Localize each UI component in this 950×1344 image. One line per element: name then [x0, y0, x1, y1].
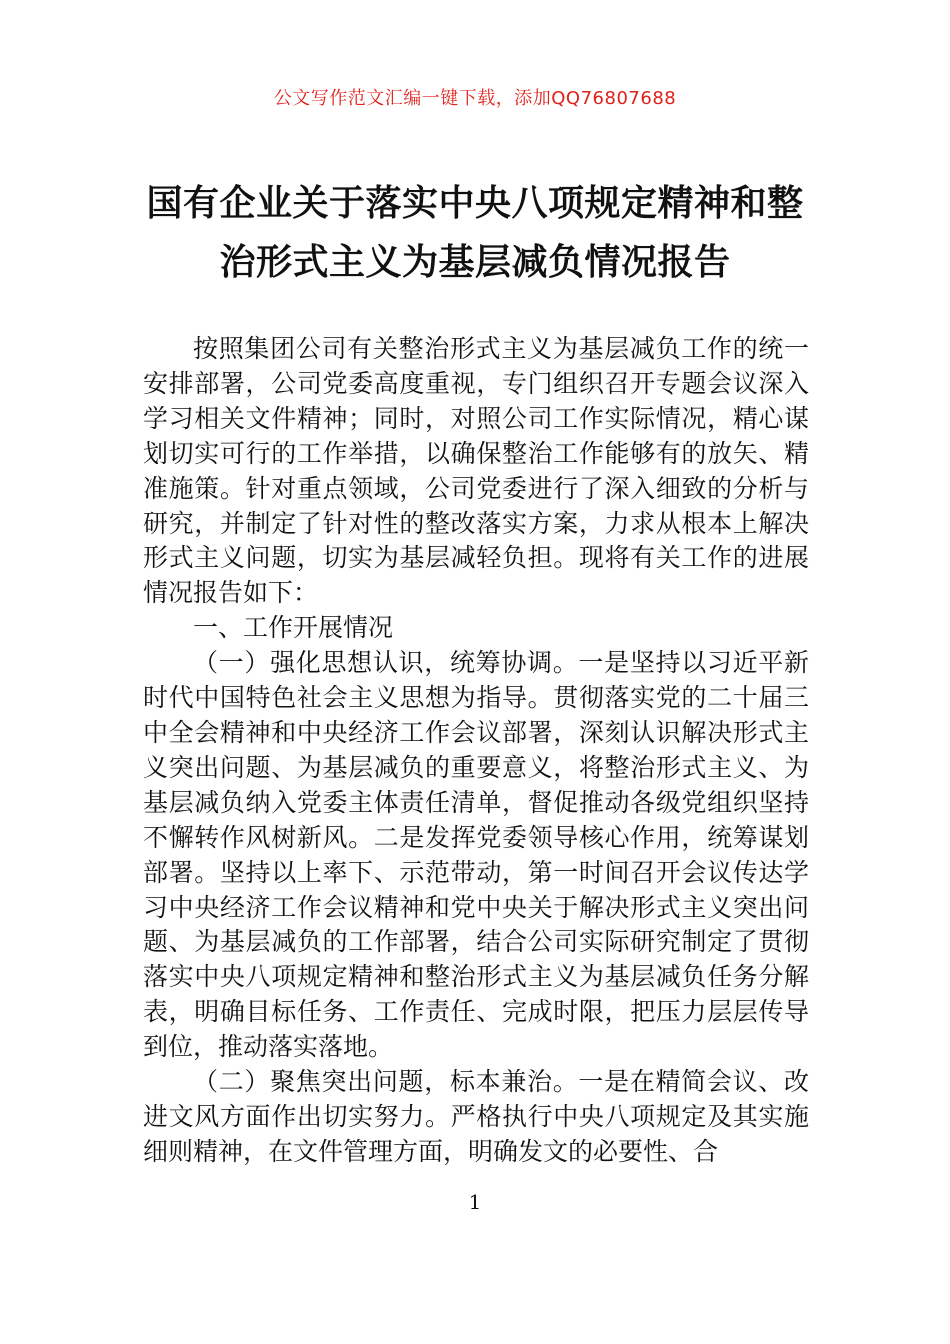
- section-heading-1: 一、工作开展情况: [193, 613, 394, 643]
- document-title-line-2: 治形式主义为基层减负情况报告: [219, 242, 731, 283]
- document-body: [143, 332, 809, 1170]
- header-download-note: 公文写作范文汇编一键下载，添加QQ76807688: [273, 88, 677, 109]
- document-title-line-1: 国有企业关于落实中央八项规定精神和整: [146, 183, 804, 224]
- paragraph-subsection-1: （一）强化思想认识，统筹协调。一是坚持以习近平新时代中国特色社会主义思想为指导。贯彻落实党的二十届三中全会精神和中央经济工作会议部署，深刻认识解决形式主义突出问题、为基层减负的重要意义，将整治形式主义、为基层减负纳入党委主体责任清单，督促推动各级党组织坚持不懈转作风树新风。二是发挥党委领导核心作用，统筹谋划部署。坚持以上率下、示范带动，第一时间召开会议传达学习中央经济工作会议精神和党中央关于解决形式主义突出问题、为基层减负的工作部署，结合公司实际研究制定了贯彻落实中央八项规定精神和整治形式主义为基层减负任务分解表，明确目标任务、工作责任、完成时限，把压力层层传导到位，推动落实落地。: [143, 648, 809, 1062]
- paragraph-subsection-2: （二）聚焦突出问题，标本兼治。一是在精简会议、改进文风方面作出切实努力。严格执行中央八项规定及其实施细则精神，在文件管理方面，明确发文的必要性、合: [143, 1067, 809, 1166]
- paragraph-intro: 按照集团公司有关整治形式主义为基层减负工作的统一安排部署，公司党委高度重视，专门组织召开专题会议深入学习相关文件精神；同时，对照公司工作实际情况，精心谋划切实可行的工作举措，以确保整治工作能够有的放矢、精准施策。针对重点领域，公司党委进行了深入细致的分析与研究，并制定了针对性的整改落实方案，力求从根本上解决形式主义问题，切实为基层减轻负担。现将有关工作的进展情况报告如下：: [143, 334, 809, 608]
- page-number: 1: [468, 1190, 482, 1214]
